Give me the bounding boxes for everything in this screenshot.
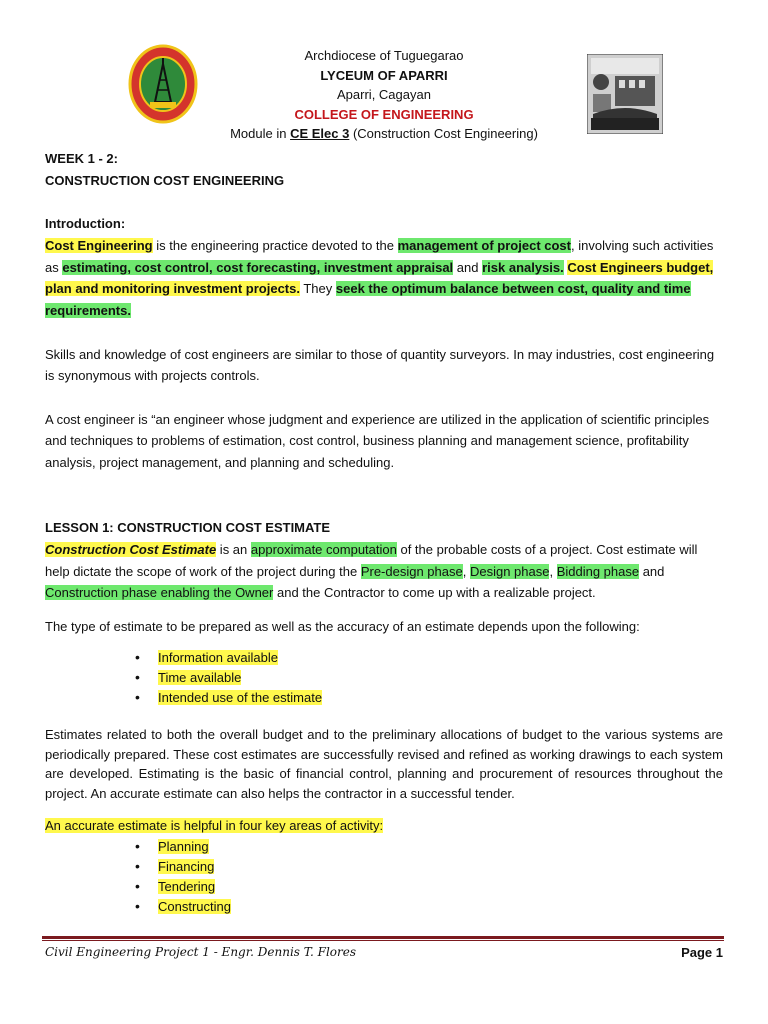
document-body	[45, 148, 723, 916]
page-number: Page 1	[681, 945, 723, 960]
list-item: • Constructing	[45, 897, 723, 917]
course-code: CE Elec 3	[290, 126, 350, 141]
intro-heading: Introduction:	[45, 216, 126, 232]
estimate-type-paragraph: The type of estimate to be prepared as well as the accuracy of an estimate depends upon the following:	[45, 619, 640, 635]
list-item: • Financing	[45, 857, 723, 877]
list-item: • Intended use of the estimate	[45, 688, 723, 708]
school-name: LYCEUM OF APARRI	[320, 67, 448, 83]
document-header	[0, 46, 768, 144]
week-label: WEEK 1 - 2:	[45, 151, 118, 166]
lesson-heading: LESSON 1: CONSTRUCTION COST ESTIMATE	[45, 520, 331, 536]
week-title: CONSTRUCTION COST ENGINEERING	[45, 172, 285, 188]
school-location: Aparri, Cagayan	[337, 87, 431, 102]
list-item: • Time available	[45, 668, 723, 688]
archdiocese-line: Archdiocese of Tuguegarao	[304, 48, 464, 63]
skills-paragraph: Skills and knowledge of cost engineers are similar to those of quantity surveyors. In may industries, cost engineering is synonymous with projects controls.	[45, 346, 715, 384]
lesson-paragraph: Construction Cost Estimate is an approximate computation of the probable costs of a project. Cost estimate will help dictate the scope of work of the project during the Pre-design phase, Design phase, Bidding phase and Construction phase enabling the Owner and the Contractor to come up with a realizable project.	[45, 541, 698, 601]
areas-heading: An accurate estimate is helpful in four key areas of activity:	[45, 818, 384, 834]
estimates-paragraph: Estimates related to both the overall budget and to the preliminary allocations of budget to the various systems are periodically prepared. These cost estimates are successfully revised and refined as working drawings to each system are developed. Estimating is the basic of financial control, planning and procurement of resources throughout the project. An accurate estimate can also helps the contractor in a successful tender.	[45, 727, 723, 801]
list-item: • Tendering	[45, 877, 723, 897]
list-item: • Information available	[45, 648, 723, 668]
areas-list	[45, 837, 723, 916]
module-line: Module in CE Elec 3 (Construction Cost Engineering)	[230, 126, 538, 141]
footer-rule-thin	[42, 940, 724, 941]
list-item: • Planning	[45, 837, 723, 857]
college-name: COLLEGE OF ENGINEERING	[294, 106, 474, 122]
cost-engineer-definition: A cost engineer is “an engineer whose judgment and experience are utilized in the application of scientific principles and techniques to problems of estimation, cost control, business planning and management science, profitability analysis, project management, and planning and scheduling.	[45, 411, 710, 471]
footer-author: Civil Engineering Project 1 - Engr. Dennis T. Flores	[45, 945, 357, 959]
intro-paragraph: Cost Engineering is the engineering practice devoted to the management of project cost, involving such activities as estimating, cost control, cost forecasting, investment appraisal and risk analysis. Cost Engineers budget, plan and monitoring investment projects. They seek the optimum balance between cost, quality and time requirements.	[45, 237, 714, 319]
footer-rule	[42, 936, 724, 939]
depends-list	[45, 648, 723, 707]
